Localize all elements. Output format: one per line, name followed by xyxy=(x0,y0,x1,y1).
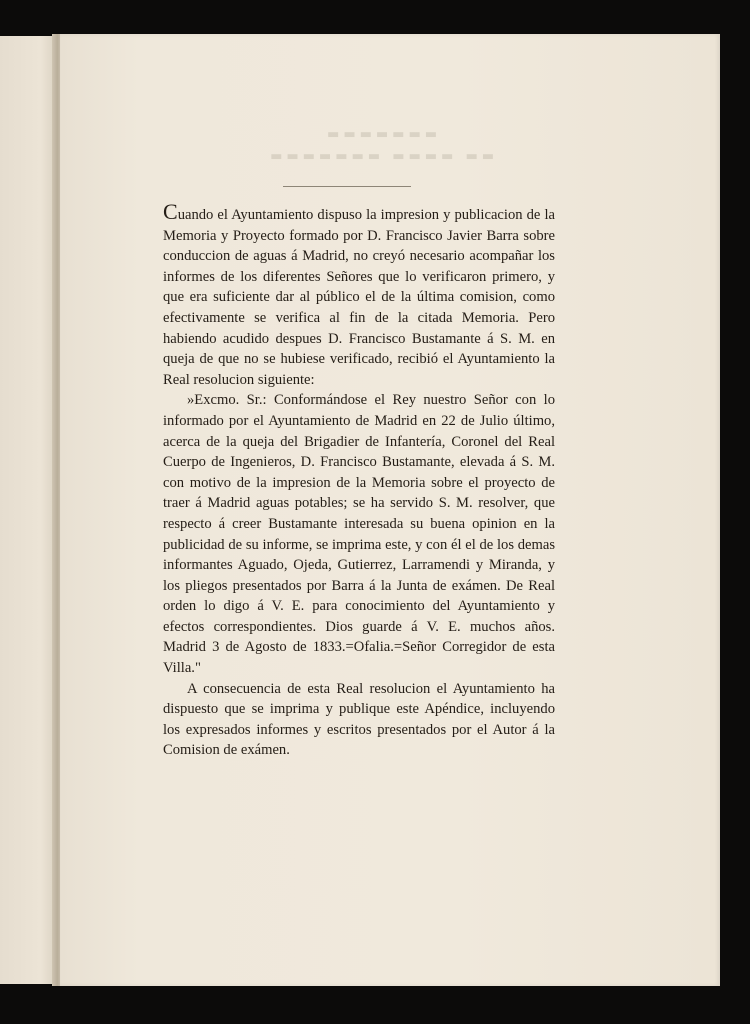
paragraph-1-text: uando el Ayuntamiento dispuso la impresion y publicacion de la Memoria y Proyecto formado por D. Francisco Javier Barra sobre conduccion de aguas á Madrid, no creyó necesario acompañar los informes de los diferentes Señores que lo verificaron primero, y que era suficiente dar al público el de la última comision, como efectivamente se verifica al fin de la citada Memoria. Pero habiendo acudido despues D. Francisco Bustamante á S. M. en queja de que no se hubiese verificado, recibió el Ayuntamiento la Real resolucion siguiente: xyxy=(163,207,555,388)
paragraph-3: A consecuencia de esta Real resolucion el Ayuntamiento ha dispuesto que se imprima y publique este Apéndice, incluyendo los expresados informes y escritos presentados por el Autor á la Comision de exámen. xyxy=(163,680,555,759)
header-rule xyxy=(283,186,411,187)
paragraph-1 xyxy=(163,199,555,390)
body-text xyxy=(163,199,555,761)
left-page-edge xyxy=(0,36,58,984)
initial-letter: C xyxy=(163,199,178,224)
bleed-through-ghost: ▬▬▬▬▬▬▬ ▬▬ ▬▬▬▬ ▬▬▬▬▬▬▬ xyxy=(266,127,494,164)
paragraph-2: »Excmo. Sr.: Conformándose el Rey nuestro Señor con lo informado por el Ayuntamiento de Madrid en 22 de Julio último, acerca de la queja del Brigadier de Infantería, Coronel del Real Cuerpo de Ingenieros, D. Francisco Bustamante, elevada á S. M. con motivo de la impresion de la Memoria sobre el proyecto de traer á Madrid aguas potables; se ha servido S. M. resolver, que respecto á creer Bustamante interesada su buena opinion en la publicidad de su informe, se imprima este, y con él el de los demas informantes Aguado, Ojeda, Gutierrez, Larramendi y Miranda, y los pliegos presentados por Barra á la Junta de exámen. De Real orden lo digo á V. E. para conocimiento del Ayuntamiento y efectos correspondientes. Dios guarde á V. E. muchos años. Madrid 3 de Agosto de 1833.=Ofalia.=Señor Corregidor de esta Villa." xyxy=(163,392,555,677)
